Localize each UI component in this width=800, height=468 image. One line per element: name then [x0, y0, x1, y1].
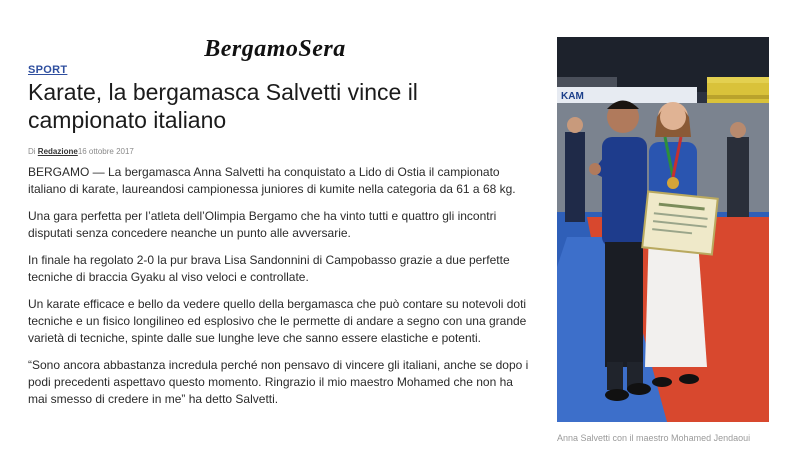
article-body — [28, 164, 533, 418]
paragraph: “Sono ancora abbastanza incredula perché non pensavo di vincere gli italiani, anche se dopo i podi precedenti aspettavo questo momento. Ringrazio il mio maestro Mohamed che non ha mai smesso di credere in me” ha detto Salvetti. — [28, 358, 529, 406]
article-headline: Karate, la bergamasca Salvetti vince il campionato italiano — [28, 79, 418, 133]
section-link[interactable]: SPORT — [28, 64, 68, 76]
byline — [28, 147, 134, 156]
paragraph: BERGAMO — La bergamasca Anna Salvetti ha conquistato a Lido di Ostia il campionato italiano di karate, laureandosi campionessa juniores di kumite nella categoria da 61 a 68 kg. — [28, 165, 516, 196]
publish-date: 16 ottobre 2017 — [77, 147, 134, 156]
photo-illustration — [557, 37, 769, 422]
banner-text: KAM — [561, 91, 584, 102]
paragraph: Una gara perfetta per l’atleta dell’Olimpia Bergamo che ha vinto tutti e quattro gli incontri disputati senza concedere neanche un punto alle avversarie. — [28, 209, 497, 240]
masthead-logo[interactable]: BergamoSera — [204, 36, 346, 62]
paragraph: In finale ha regolato 2-0 la pur brava Lisa Sandonnini di Campobasso grazie a due perfette tecniche di braccia Gyaku al viso veloci e controllate. — [28, 253, 510, 284]
paragraph: Un karate efficace e bello da vedere quello della bergamasca che può contare su notevoli doti tecniche e un fisico longilineo ed esplosivo che le permette di andare a segno con una grande varietà di tecniche, spinte dalle sue lunghe leve che sanno essere elastiche e potenti. — [28, 297, 527, 345]
byline-prefix: Di — [28, 147, 36, 156]
photo-caption: Anna Salvetti con il maestro Mohamed Jendaoui — [557, 433, 751, 443]
author-link[interactable]: Redazione — [37, 147, 78, 156]
article-photo — [557, 37, 769, 422]
